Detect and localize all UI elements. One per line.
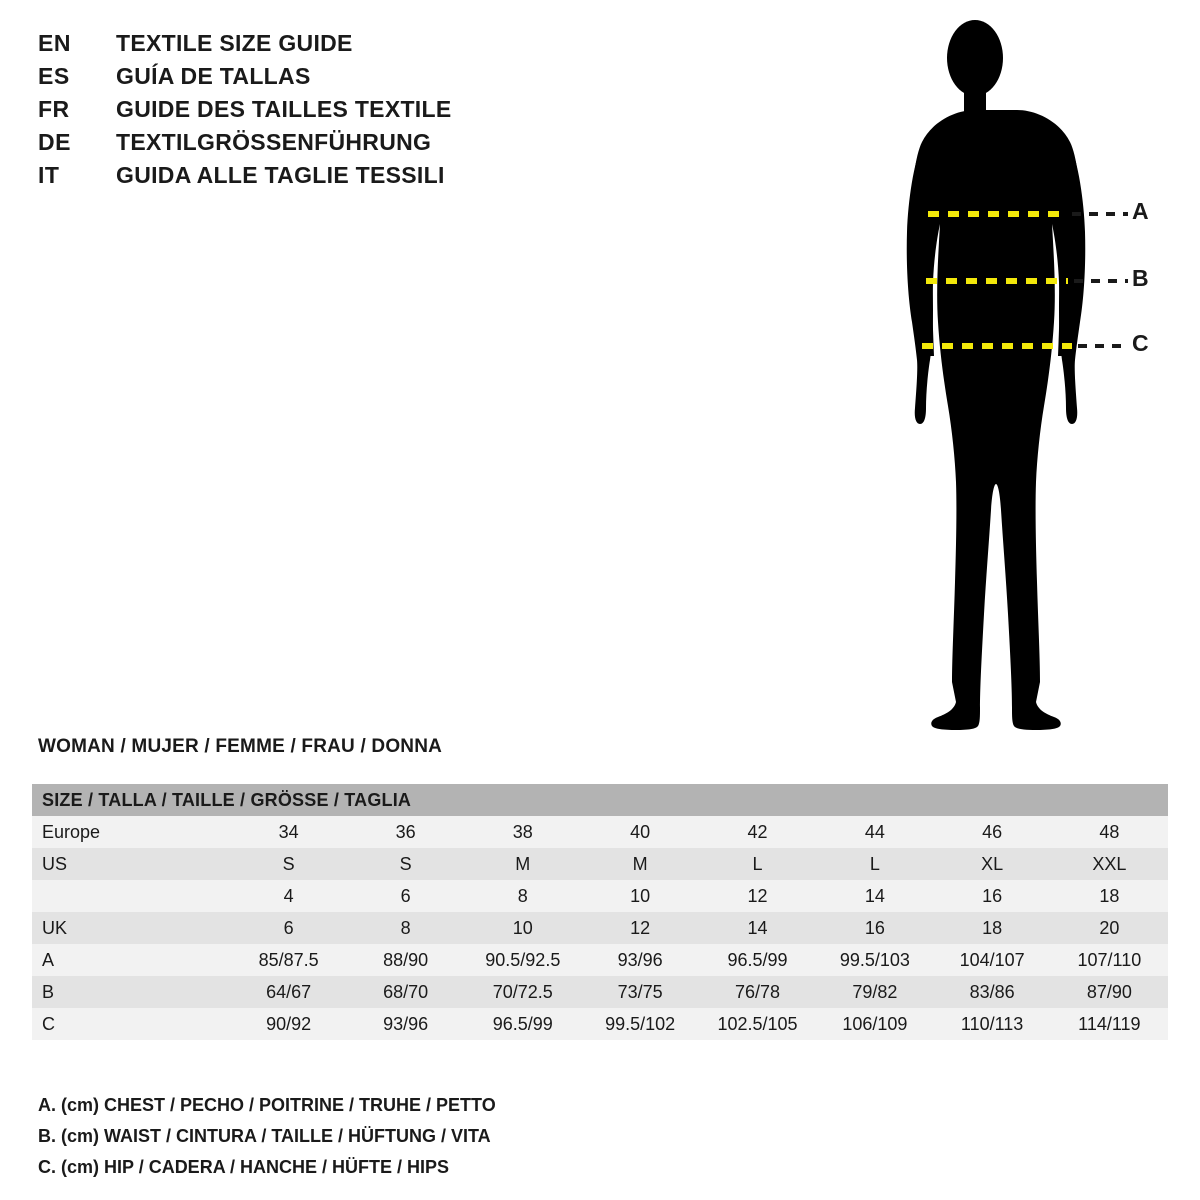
language-title: GUIDE DES TAILLES TEXTILE [116, 96, 452, 122]
table-row [32, 848, 1168, 880]
table-cell: 114/119 [1078, 1013, 1141, 1034]
table-cell: 44 [864, 821, 885, 842]
language-code: EN [38, 30, 71, 56]
table-cell: 46 [982, 821, 1003, 842]
size-guide-figure [860, 10, 1190, 750]
measure-label-b: B [1132, 265, 1149, 291]
table-cell: 12 [747, 885, 768, 906]
table-cell: 6 [283, 917, 294, 938]
table-cell: 68/70 [383, 981, 429, 1002]
table-cell: 104/107 [959, 949, 1025, 970]
language-title-list [38, 30, 598, 195]
table-cell: 14 [864, 885, 885, 906]
table-cell: 99.5/103 [839, 949, 910, 970]
table-cell: 48 [1099, 821, 1120, 842]
table-cell: 88/90 [383, 949, 429, 970]
table-cell: 83/86 [969, 981, 1015, 1002]
table-cell: 93/96 [383, 1013, 429, 1034]
table-cell: 107/110 [1077, 949, 1142, 970]
table-cell: M [632, 853, 648, 874]
table-cell: 87/90 [1086, 981, 1132, 1002]
table-cell: 99.5/102 [605, 1013, 676, 1034]
table-row [32, 976, 1168, 1008]
language-title: TEXTILGRÖSSENFÜHRUNG [116, 129, 432, 155]
table-cell: 14 [747, 917, 768, 938]
size-table-header-label: SIZE / TALLA / TAILLE / GRÖSSE / TAGLIA [42, 789, 412, 810]
language-row [38, 96, 598, 129]
row-label: Europe [42, 821, 101, 842]
table-cell: 38 [512, 821, 533, 842]
row-label: UK [42, 917, 68, 938]
table-cell: M [515, 853, 531, 874]
language-title: TEXTILE SIZE GUIDE [116, 30, 353, 56]
language-row [38, 63, 598, 96]
table-cell: 40 [630, 821, 651, 842]
table-cell: 34 [278, 821, 299, 842]
language-title: GUÍA DE TALLAS [116, 63, 311, 89]
table-cell: 93/96 [617, 949, 663, 970]
table-cell: L [869, 853, 880, 874]
table-cell: 16 [864, 917, 885, 938]
language-code: DE [38, 129, 71, 155]
table-cell: 90/92 [266, 1013, 312, 1034]
table-cell: 42 [747, 821, 768, 842]
table-cell: XXL [1092, 853, 1127, 874]
table-cell: 64/67 [266, 981, 312, 1002]
table-cell: 6 [400, 885, 411, 906]
table-cell: 79/82 [852, 981, 898, 1002]
row-label: C [42, 1013, 55, 1034]
table-cell: 10 [630, 885, 651, 906]
language-code: ES [38, 63, 70, 89]
language-row [38, 129, 598, 162]
table-cell: 73/75 [617, 981, 663, 1002]
row-label: US [42, 853, 68, 874]
language-row [38, 162, 598, 195]
table-cell: 85/87.5 [258, 949, 319, 970]
row-label: A [42, 949, 55, 970]
table-cell: 18 [1099, 885, 1120, 906]
table-cell: L [752, 853, 763, 874]
measure-label-c: C [1132, 330, 1149, 356]
table-cell: 12 [630, 917, 651, 938]
table-cell: S [282, 853, 295, 874]
table-cell: S [399, 853, 412, 874]
measure-label-a: A [1132, 198, 1149, 224]
table-cell: 16 [982, 885, 1003, 906]
size-table [32, 784, 1168, 1040]
language-code: FR [38, 96, 70, 122]
table-cell: 90.5/92.5 [485, 949, 561, 970]
row-label [32, 880, 230, 912]
table-cell: 8 [517, 885, 528, 906]
table-cell: 96.5/99 [727, 949, 788, 970]
table-cell: 110/113 [960, 1013, 1024, 1034]
table-row [32, 816, 1168, 848]
table-row [32, 880, 1168, 912]
table-header-row [32, 784, 1168, 816]
language-code: IT [38, 162, 60, 188]
table-caption: WOMAN / MUJER / FEMME / FRAU / DONNA [38, 736, 443, 757]
row-label: B [42, 981, 55, 1002]
table-cell: 70/72.5 [492, 981, 553, 1002]
table-cell: 10 [512, 917, 533, 938]
footnote-waist: B. (cm) WAIST / CINTURA / TAILLE / HÜFTUNG / VITA [38, 1126, 491, 1146]
table-cell: 106/109 [842, 1013, 908, 1034]
table-row [32, 912, 1168, 944]
footnote-hip: C. (cm) HIP / CADERA / HANCHE / HÜFTE / HIPS [38, 1157, 450, 1177]
table-cell: 8 [400, 917, 411, 938]
table-cell: 76/78 [734, 981, 781, 1002]
table-row [32, 1008, 1168, 1040]
table-cell: 4 [283, 885, 294, 906]
footnote-chest: A. (cm) CHEST / PECHO / POITRINE / TRUHE / PETTO [38, 1095, 496, 1115]
footnote-list [38, 1090, 738, 1183]
table-cell: 96.5/99 [492, 1013, 553, 1034]
table-cell: XL [981, 853, 1004, 874]
language-row [38, 30, 598, 63]
female-silhouette-icon [860, 10, 1190, 750]
table-cell: 18 [982, 917, 1003, 938]
language-title: GUIDA ALLE TAGLIE TESSILI [116, 162, 445, 188]
table-cell: 102.5/105 [717, 1013, 798, 1034]
table-row [32, 944, 1168, 976]
table-cell: 20 [1099, 917, 1120, 938]
table-cell: 36 [395, 821, 416, 842]
